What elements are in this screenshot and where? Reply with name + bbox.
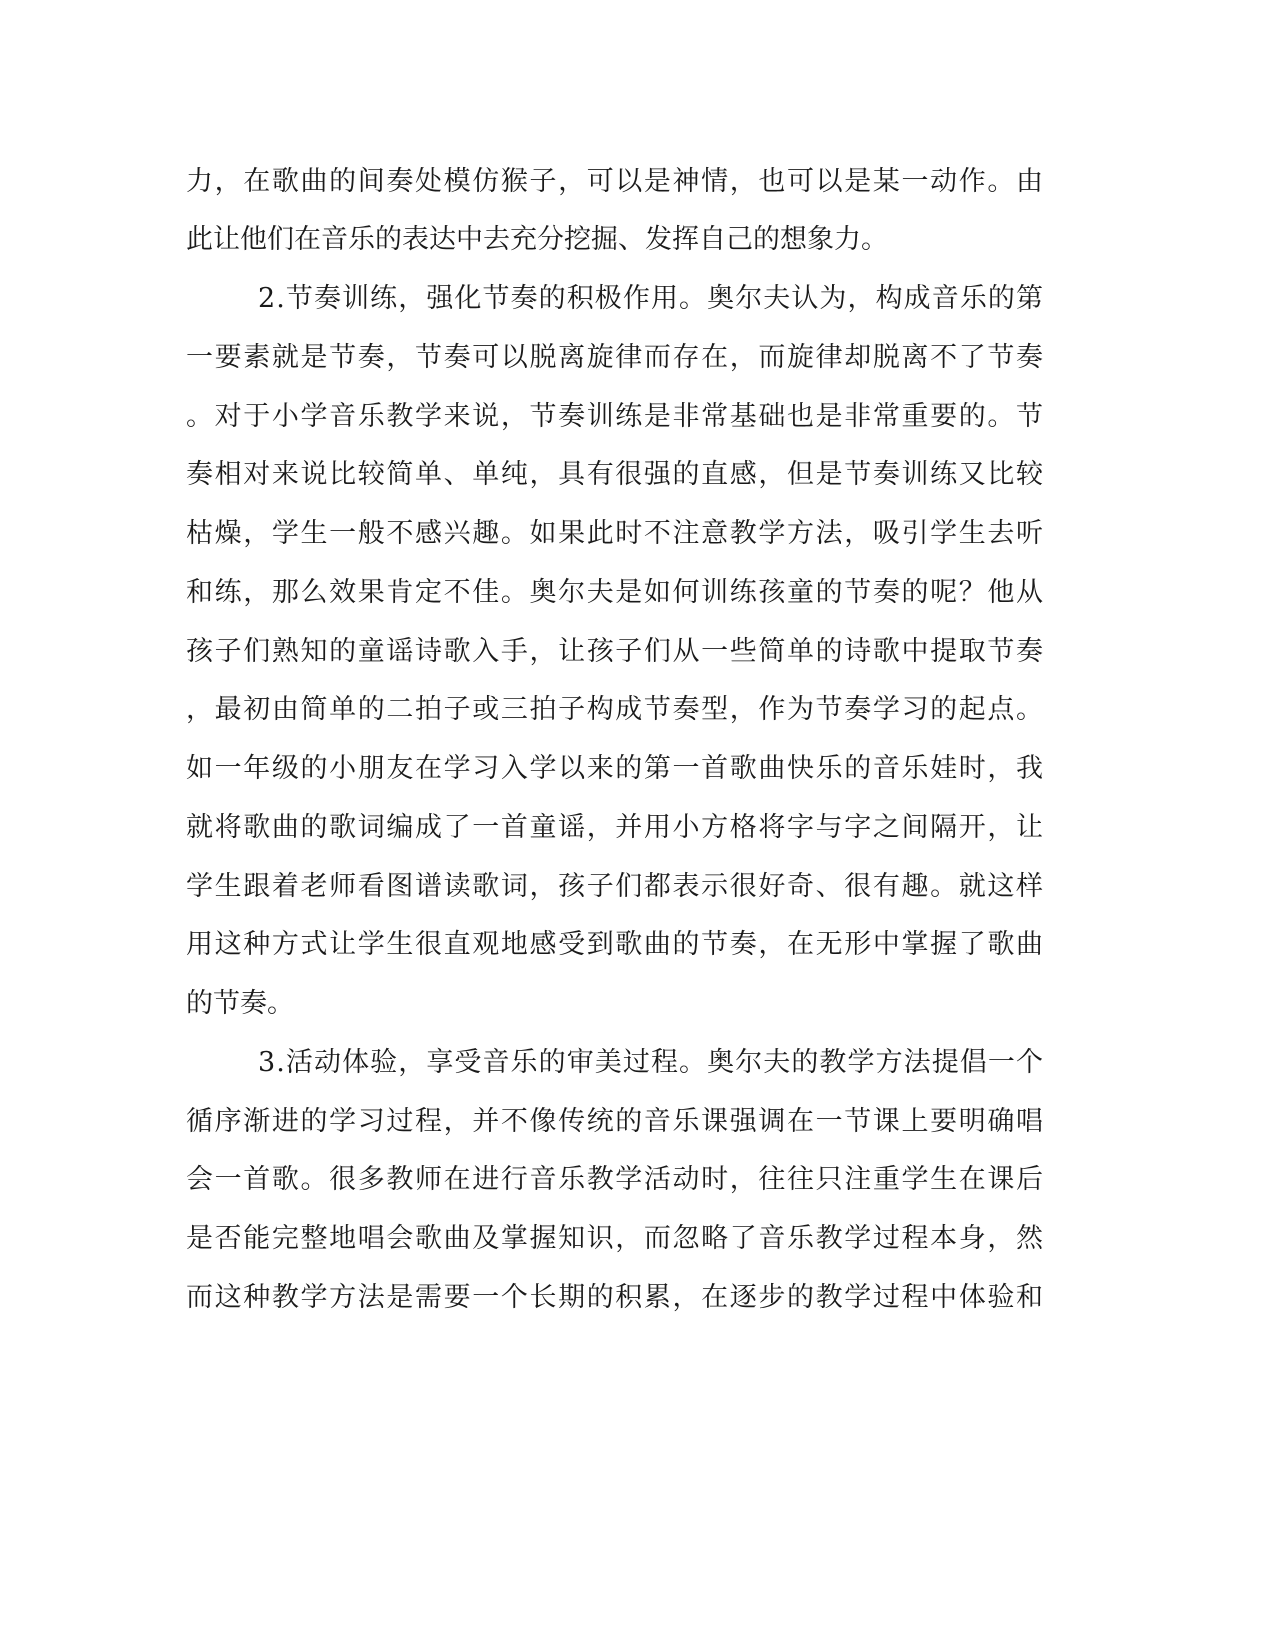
text-line [0,573,1275,613]
text-line-content: 力，在歌曲的间奏处模仿猴子，可以是神情，也可以是某一动作。由 [186,166,1045,197]
text-line-content: 奏相对来说比较简单、单纯，具有很强的直感，但是节奏训练又比较 [186,459,1045,490]
text-line [0,808,1275,848]
text-line [0,514,1275,554]
text-line-content: 用这种方式让学生很直观地感受到歌曲的节奏，在无形中掌握了歌曲 [186,929,1045,960]
text-line-content: 枯燥，学生一般不感兴趣。如果此时不注意教学方法，吸引学生去听 [186,518,1045,549]
text-line [0,1160,1275,1200]
text-line-content: 此让他们在音乐的表达中去充分挖掘、发挥自己的想象力。 [186,224,888,255]
text-line [0,690,1275,730]
text-line [0,279,1275,319]
text-line-content: 学生跟着老师看图谱读歌词，孩子们都表示很好奇、很有趣。就这样 [186,871,1045,902]
text-line-content: 和练，那么效果肯定不佳。奥尔夫是如何训练孩童的节奏的呢？他从 [186,577,1045,608]
text-line [0,220,1275,260]
text-line [0,455,1275,495]
text-line-content: 的节奏。 [186,988,294,1019]
text-line [0,867,1275,907]
text-line-content: 会一首歌。很多教师在进行音乐教学活动时，往往只注重学生在课后 [186,1164,1045,1195]
text-line [0,1219,1275,1259]
text-line [0,632,1275,672]
text-line [0,1102,1275,1142]
text-line [0,749,1275,789]
text-line-content: 3.活动体验，享受音乐的审美过程。奥尔夫的教学方法提倡一个 [258,1047,1045,1078]
text-line [0,338,1275,378]
text-line-content: 2.节奏训练，强化节奏的积极作用。奥尔夫认为，构成音乐的第 [258,283,1045,314]
text-line [0,162,1275,202]
text-line [0,397,1275,437]
text-line [0,1278,1275,1318]
text-line [0,925,1275,965]
text-line-content: 。对于小学音乐教学来说，节奏训练是非常基础也是非常重要的。节 [186,401,1045,432]
text-line-content: ，最初由简单的二拍子或三拍子构成节奏型，作为节奏学习的起点。 [186,694,1045,725]
text-line-content: 一要素就是节奏，节奏可以脱离旋律而存在，而旋律却脱离不了节奏 [186,342,1045,373]
text-line [0,1043,1275,1083]
text-line [0,984,1275,1024]
text-line-content: 而这种教学方法是需要一个长期的积累，在逐步的教学过程中体验和 [186,1282,1045,1313]
text-line-content: 孩子们熟知的童谣诗歌入手，让孩子们从一些简单的诗歌中提取节奏 [186,636,1045,667]
text-line-content: 是否能完整地唱会歌曲及掌握知识，而忽略了音乐教学过程本身，然 [186,1223,1045,1254]
text-line-content: 如一年级的小朋友在学习入学以来的第一首歌曲快乐的音乐娃时，我 [186,753,1045,784]
text-line-content: 就将歌曲的歌词编成了一首童谣，并用小方格将字与字之间隔开，让 [186,812,1045,843]
text-line-content: 循序渐进的学习过程，并不像传统的音乐课强调在一节课上要明确唱 [186,1106,1045,1137]
